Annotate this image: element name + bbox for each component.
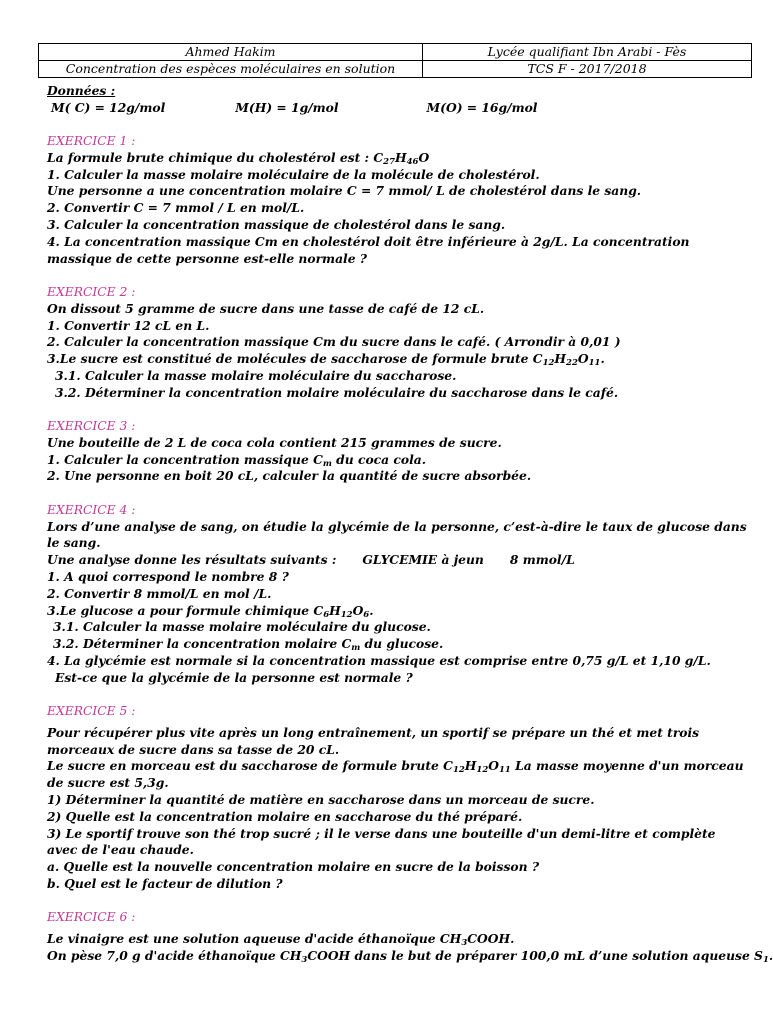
ex2-question-1: 1. Convertir 12 cL en L. bbox=[47, 317, 210, 333]
school-cell: Lycée qualifiant Ibn Arabi - Fès bbox=[423, 44, 752, 61]
ex1-question-1: 1. Calculer la masse molaire moléculaire de la molécule de cholestérol. bbox=[47, 166, 540, 182]
class-year-cell: TCS F - 2017/2018 bbox=[423, 61, 752, 78]
ex4-question-1: 1. A quoi correspond le nombre 8 ? bbox=[47, 568, 289, 584]
ex1-question-3: 3. Calculer la concentration massique de cholestérol dans le sang. bbox=[47, 217, 506, 233]
subject-cell: Concentration des espèces moléculaires en solution bbox=[39, 61, 423, 78]
exercise-5-title: EXERCICE 5 : bbox=[47, 704, 136, 718]
ex5-intro: Pour récupérer plus vite après un long entraînement, un sportif se prépare un thé et met trois morceaux de sucre dans sa tasse de 20 cL. bbox=[47, 724, 700, 757]
ex2-question-2: 2. Calculer la concentration massique Cm du sucre dans le café. ( Arrondir à 0,01 ) bbox=[47, 334, 621, 350]
ex4-question-4: 4. La glycémie est normale si la concentration massique est comprise entre 0,75 g/L et 1,10 g/L. bbox=[47, 652, 711, 668]
ex4-question-3: 3.Le glucose a pour formule chimique $C_6H_{12}O_6$. bbox=[47, 602, 374, 620]
molar-mass-data bbox=[47, 100, 747, 117]
ex1-intro: La formule brute chimique du cholestérol est : $C_{27}H_{46}O$ bbox=[47, 149, 430, 167]
ex5-question-a: a. Quelle est la nouvelle concentration molaire en sucre de la boisson ? bbox=[47, 859, 540, 875]
exercise-2-title: EXERCICE 2 : bbox=[47, 284, 136, 299]
ex6-intro: Le vinaigre est une solution aqueuse d'acide éthanoïque $CH_3COOH$. bbox=[47, 931, 515, 949]
ex5-question-2: 2) Quelle est la concentration molaire en saccharose du thé préparé. bbox=[47, 808, 523, 824]
ex4-results: Une analyse donne les résultats suivants : GLYCEMIE à jeun 8 mmol/L bbox=[47, 552, 575, 568]
ex4-question-4-followup: Est-ce que la glycémie de la personne est normale ? bbox=[55, 669, 413, 685]
ex1-question-2: 2. Convertir C = 7 mmol / L en mol/L. bbox=[47, 200, 305, 216]
ex5-statement: Le sucre en morceau est du saccharose de formule brute $C_{12}H_{12}O_{11}$ La masse moyenne d'un morceau de sucre est 5,3g. bbox=[47, 758, 744, 791]
ex2-question-3-1: 3.1. Calculer la masse molaire moléculaire du saccharose. bbox=[55, 367, 457, 383]
ex4-intro: Lors d’une analyse de sang, on étudie la glycémie de la personne, c’est-à-dire le taux de glucose dans le sang. bbox=[47, 518, 747, 551]
ex6-statement: On pèse 7,0 g d'acide éthanoïque $CH_3COOH$ dans le but de préparer 100,0 mL d’une solution aqueuse $S_1$. bbox=[47, 947, 773, 965]
ex2-intro: On dissout 5 gramme de sucre dans une tasse de café de 12 cL. bbox=[47, 300, 485, 316]
ex5-question-1: 1) Déterminer la quantité de matière en saccharose dans un morceau de sucre. bbox=[47, 791, 595, 807]
molar-mass-o: M(O) = 16g/mol bbox=[426, 99, 538, 115]
exercise-3-title: EXERCICE 3 : bbox=[47, 419, 136, 434]
ex5-question-b: b. Quel est le facteur de dilution ? bbox=[47, 875, 283, 891]
ex3-intro: Une bouteille de 2 L de coca cola contient 215 grammes de sucre. bbox=[47, 434, 502, 450]
ex3-question-1: 1. Calculer la concentration massique $C_m$ du coca cola. bbox=[47, 451, 426, 469]
ex2-question-3-2: 3.2. Déterminer la concentration molaire moléculaire du saccharose dans le café. bbox=[55, 384, 619, 400]
ex1-statement: Une personne a une concentration molaire C = 7 mmol/ L de cholestérol dans le sang. bbox=[47, 183, 642, 199]
worksheet-content bbox=[47, 83, 773, 965]
ex2-question-3: 3.Le sucre est constitué de molécules de saccharose de formule brute $C_{12}H_{22}O_{11}$. bbox=[47, 351, 605, 369]
data-label: Données : bbox=[47, 83, 116, 98]
header-table bbox=[38, 43, 752, 78]
molar-mass-c: M( C) = 12g/mol bbox=[51, 99, 166, 115]
ex4-question-3-1: 3.1. Calculer la masse molaire moléculaire du glucose. bbox=[53, 619, 431, 635]
ex3-question-2: 2. Une personne en boit 20 cL, calculer la quantité de sucre absorbée. bbox=[47, 468, 532, 484]
molar-mass-h: M(H) = 1g/mol bbox=[235, 99, 339, 115]
ex1-question-4: 4. La concentration massique Cm en cholestérol doit être inférieure à 2g/L. La concentration massique de cette personne est-elle normale ? bbox=[47, 233, 690, 266]
ex4-question-2: 2. Convertir 8 mmol/L en mol /L. bbox=[47, 585, 272, 601]
ex4-question-3-2: 3.2. Déterminer la concentration molaire $C_m$ du glucose. bbox=[53, 636, 444, 654]
ex5-question-3: 3) Le sportif trouve son thé trop sucré ; il le verse dans une bouteille d'un demi-litre et complète avec de l'eau chaude. bbox=[47, 825, 716, 858]
exercise-1-title: EXERCICE 1 : bbox=[47, 134, 136, 149]
exercise-4-title: EXERCICE 4 : bbox=[47, 502, 136, 517]
author-cell: Ahmed Hakim bbox=[39, 44, 423, 61]
exercise-6-title: EXERCICE 6 : bbox=[47, 910, 136, 925]
